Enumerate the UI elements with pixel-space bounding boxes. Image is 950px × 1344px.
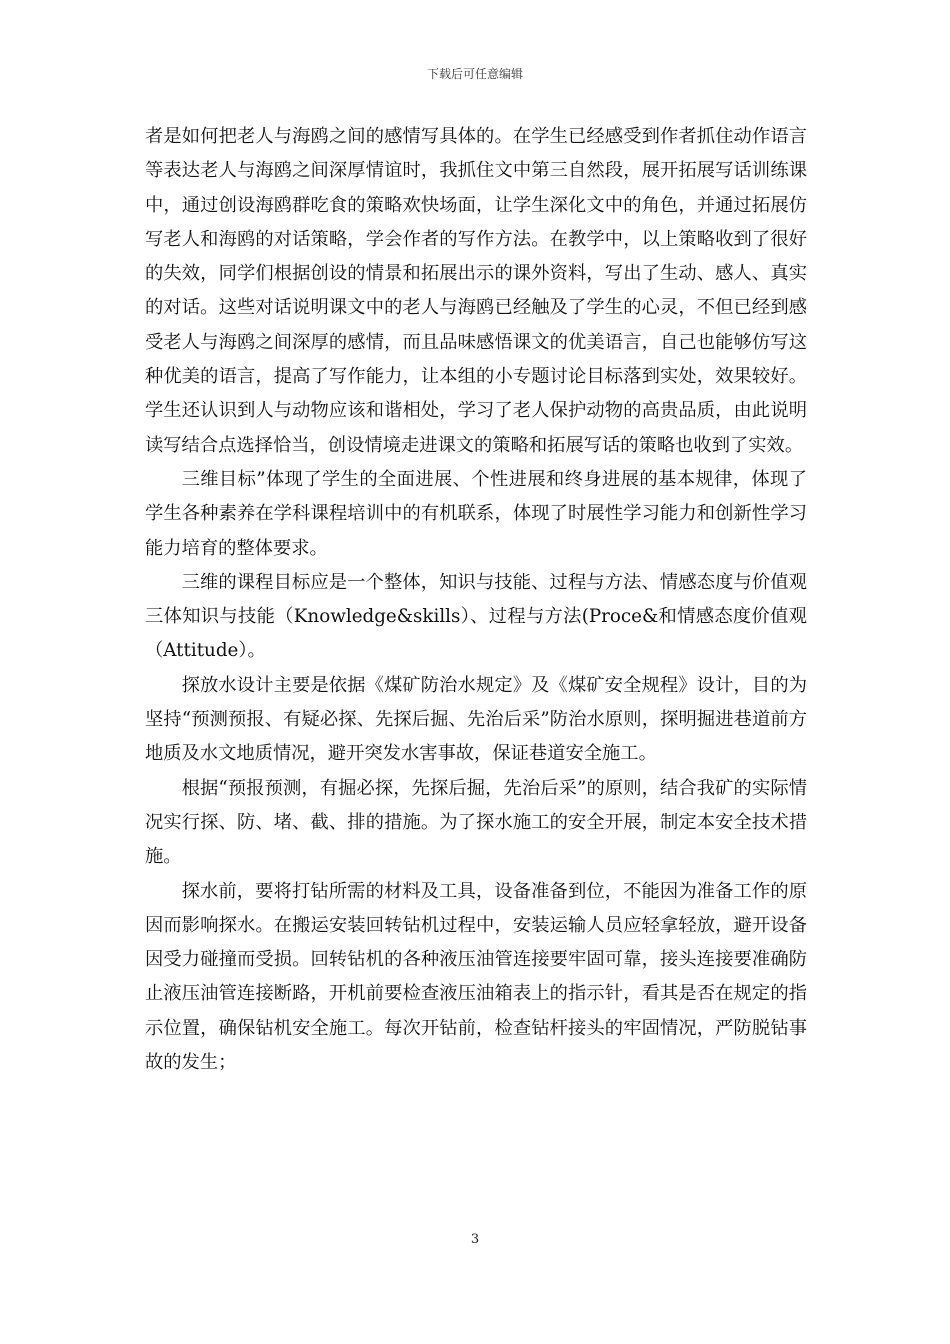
paragraph-5: 根据“预报预测，有掘必探，先探后掘，先治后采”的原则，结合我矿的实际情况实行探、防、堵、截、排的措施。为了探水施工的安全开展，制定本安全技术措施。: [145, 777, 807, 868]
paragraph-2: 三维目标”体现了学生的全面进展、个性进展和终身进展的基本规律，体现了学生各种素养在学科课程培训中的有机联系，体现了时展性学习能力和创新性学习能力培育的整体要求。: [145, 468, 807, 559]
paragraph-6: 探水前，要将打钻所需的材料及工具，设备准备到位，不能因为准备工作的原因而影响探水。在搬运安装回转钻机过程中，安装运输人员应轻拿轻放，避开设备因受力碰撞而受损。回转钻机的各种液压油管连接要牢固可靠，接头连接要准确防止液压油管连接断路，开机前要检查液压油箱表上的指示针，看其是否在规定的指示位置，确保钻机安全施工。每次开钻前，检查钻杆接头的牢固情况，严防脱钻事故的发生；: [145, 880, 807, 1074]
page-number: 3: [470, 1232, 480, 1247]
paragraph-4: 探放水设计主要是依据《煤矿防治水规定》及《煤矿安全规程》设计，目的为坚持“预测预报、有疑必探、先探后掘、先治后采”防治水原则，探明掘进巷道前方地质及水文地质情况，避开突发水害事故，保证巷道安全施工。: [145, 674, 807, 765]
paragraph-1: 者是如何把老人与海鸥之间的感情写具体的。在学生已经感受到作者抓住动作语言等表达老人与海鸥之间深厚情谊时，我抓住文中第三自然段，展开拓展写话训练课中，通过创设海鸥群吃食的策略欢快场面，让学生深化文中的角色，并通过拓展仿写老人和海鸥的对话策略，学会作者的写作方法。在教学中，以上策略收到了很好的失效，同学们根据创设的情景和拓展出示的课外资料，写出了生动、感人、真实的对话。这些对话说明课文中的老人与海鸥已经触及了学生的心灵，不但已经到感受老人与海鸥之间深厚的感情，而且品味感悟课文的优美语言，自己也能够仿写这种优美的语言，提高了写作能力，让本组的小专题讨论目标落到实处，效果较好。学生还认识到人与动物应该和谐相处，学习了老人保护动物的高贵品质，由此说明读写结合点选择恰当，创设情境走进课文的策略和拓展写话的策略也收到了实效。: [145, 126, 807, 456]
paragraph-3: 三维的课程目标应是一个整体，知识与技能、过程与方法、情感态度与价值观三体知识与技能（Knowledge&skills）、过程与方法(Proce&和情感态度价值观（Attitude）。: [145, 571, 807, 662]
page-header: 下载后可任意编辑: [426, 67, 523, 81]
document-body: [145, 120, 807, 1080]
